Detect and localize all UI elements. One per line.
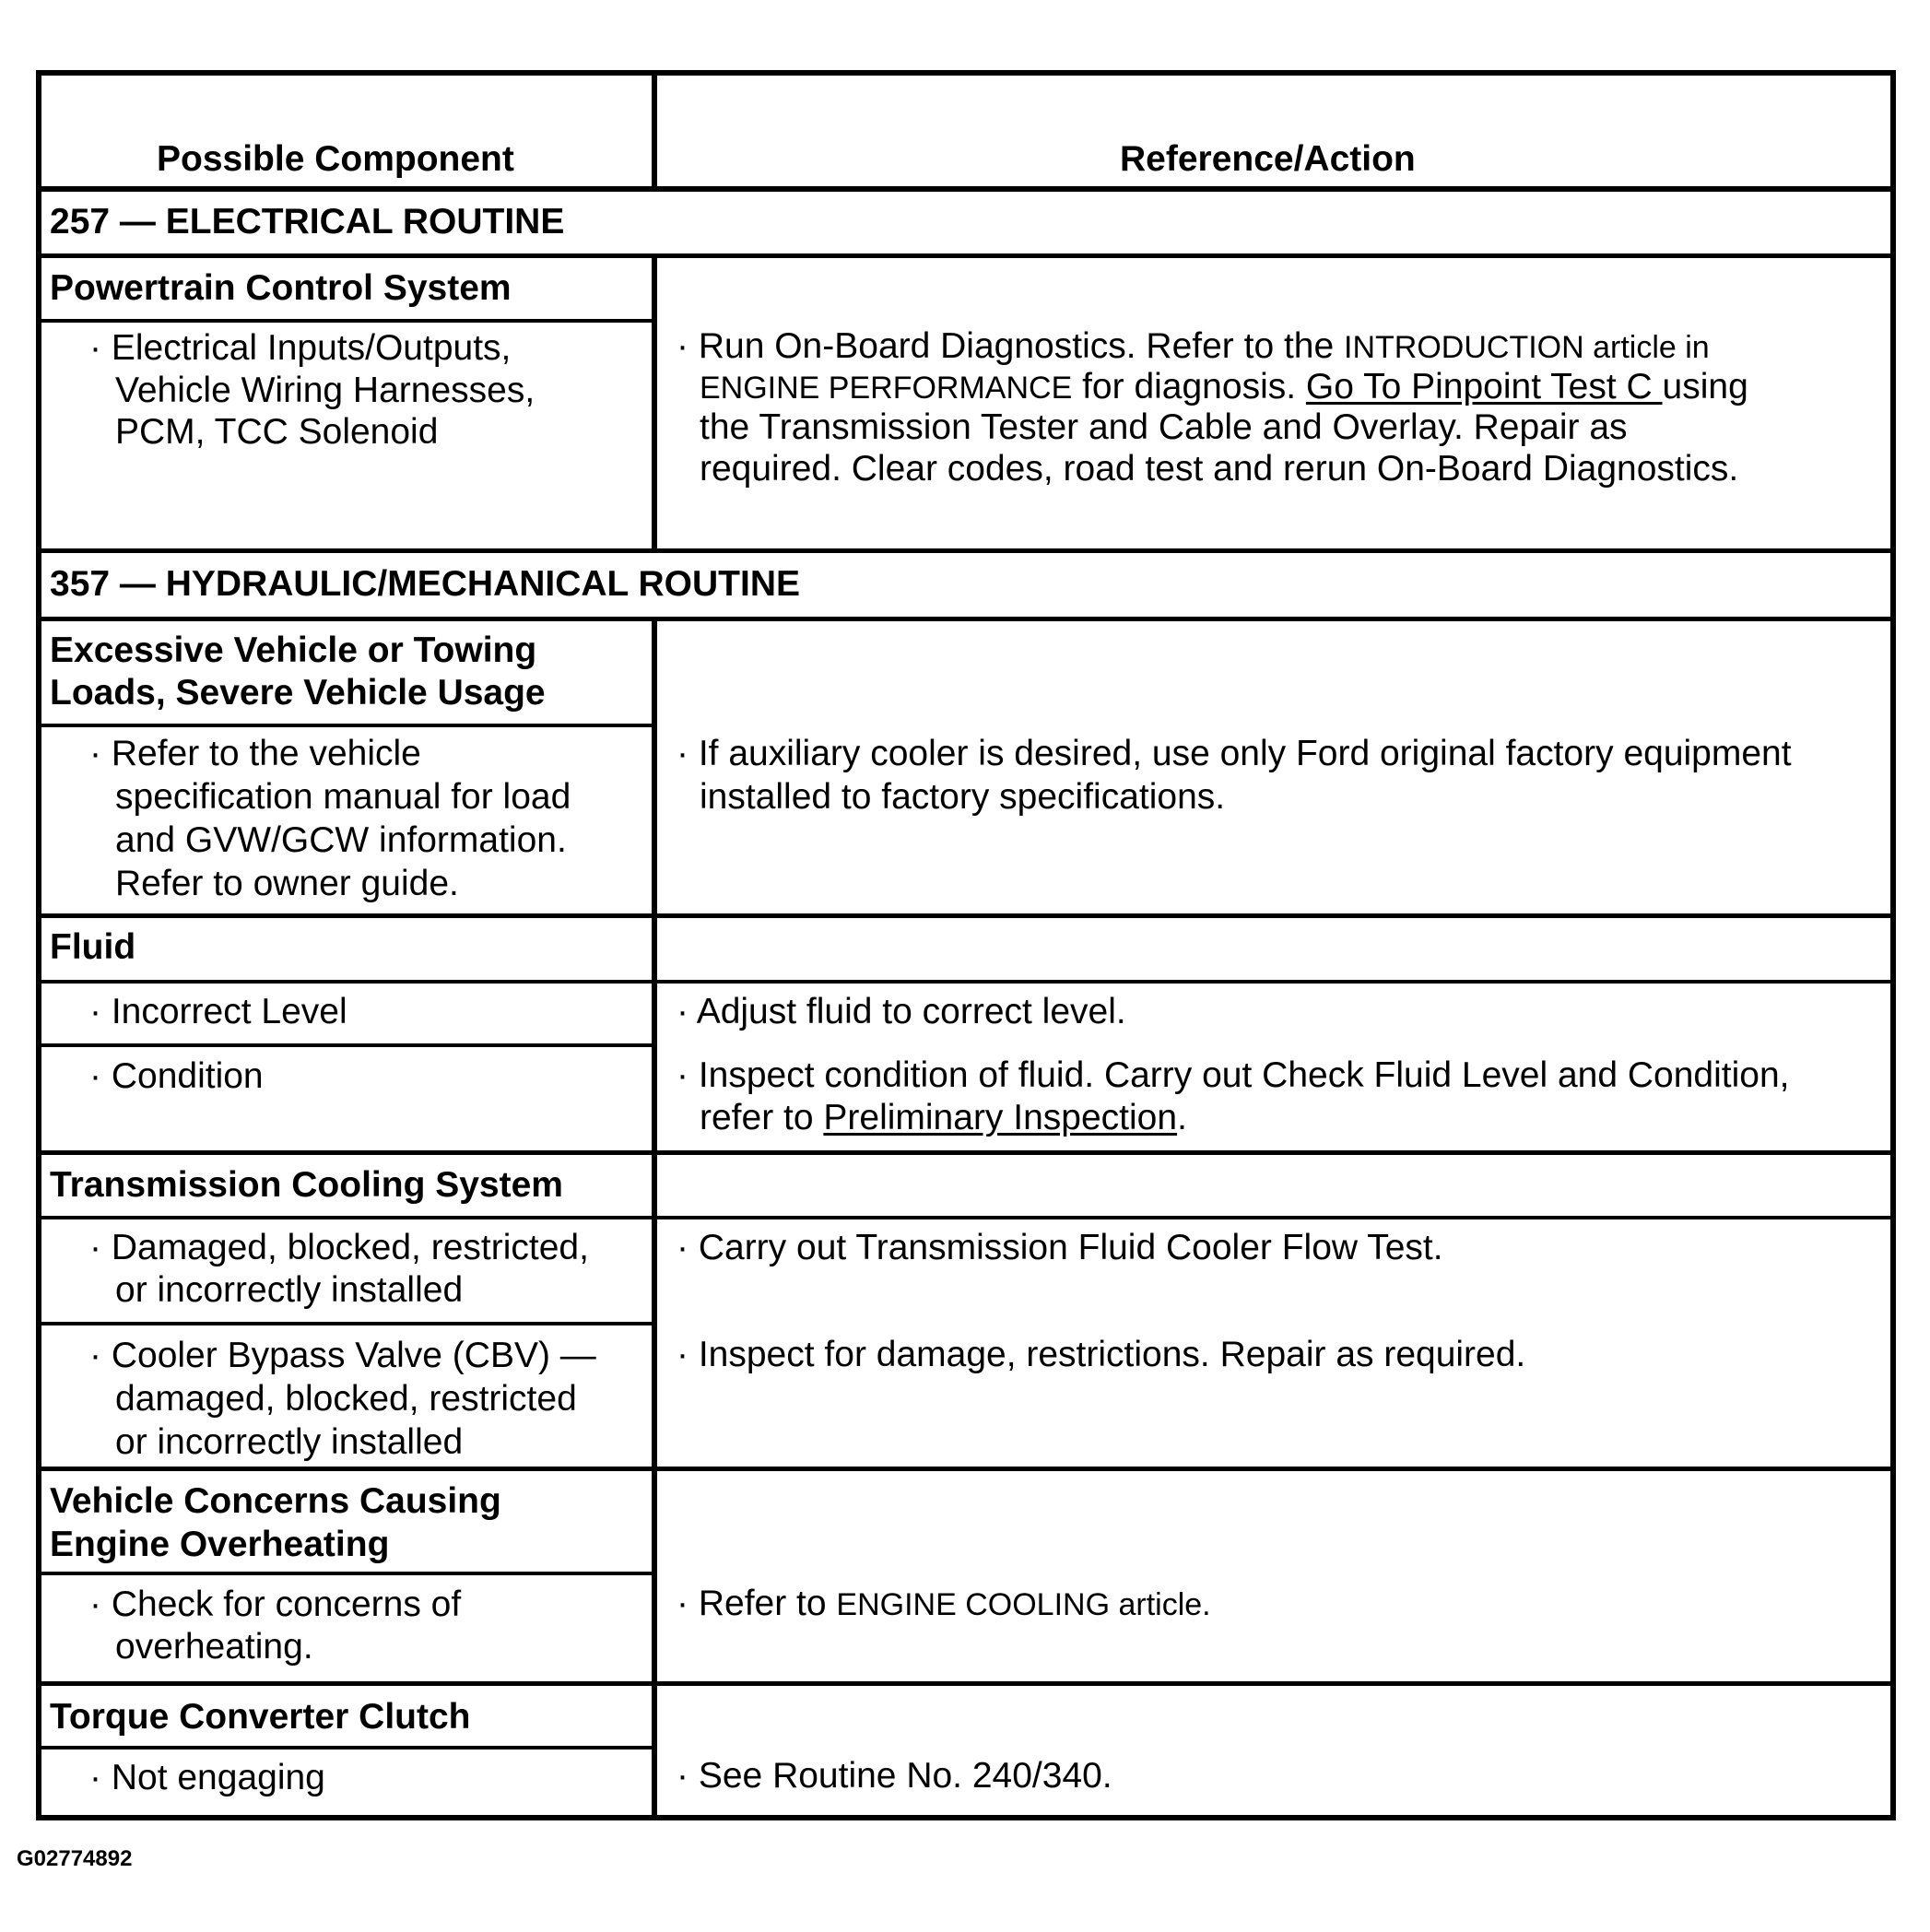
component-title-fluid: Fluid	[50, 927, 136, 967]
rule	[41, 1216, 1890, 1219]
action-pcs-line: · Run On-Board Diagnostics. Refer to the INTRODUCTION article in	[677, 326, 1710, 366]
rule	[41, 980, 1890, 984]
rule	[41, 1572, 652, 1575]
bullet: ·	[677, 326, 688, 366]
component-item-damaged-line: or incorrectly installed	[115, 1270, 464, 1310]
component-item-loads-line: and GVW/GCW information.	[115, 820, 567, 860]
bullet: ·	[677, 1335, 688, 1374]
action-see-routine: · See Routine No. 240/340.	[677, 1756, 1112, 1796]
pinpoint-test-c-link[interactable]: Go To Pinpoint Test C	[1305, 367, 1663, 406]
column-divider	[652, 258, 657, 548]
rule	[41, 617, 1890, 621]
component-title-overheating: Engine Overheating	[50, 1525, 390, 1564]
rule	[41, 1467, 1890, 1471]
bullet: ·	[89, 1758, 101, 1797]
rule	[41, 548, 1890, 553]
rule	[41, 724, 652, 727]
diagnostic-table	[36, 70, 1896, 1820]
component-item-loads-line: specification manual for load	[115, 777, 571, 817]
rule	[41, 1043, 652, 1047]
action-pcs-line: required. Clear codes, road test and rerun On-Board Diagnostics.	[700, 449, 1739, 489]
rule	[41, 253, 1890, 258]
rule	[41, 1150, 1890, 1155]
section-title-electrical: 257 — ELECTRICAL ROUTINE	[50, 202, 565, 242]
action-loads-line: installed to factory specifications.	[700, 777, 1226, 817]
bullet: ·	[677, 1055, 688, 1095]
preliminary-inspection-link[interactable]: Preliminary Inspection	[823, 1098, 1178, 1137]
action-cooler-flow-test: · Carry out Transmission Fluid Cooler Flow Test.	[677, 1228, 1443, 1267]
bullet: ·	[677, 1584, 688, 1623]
rule	[41, 186, 1890, 192]
component-item-overheating-line: overheating.	[115, 1627, 313, 1667]
header-reference-action: Reference/Action	[1120, 139, 1416, 179]
bullet: ·	[89, 1336, 101, 1375]
component-title-cooling: Transmission Cooling System	[50, 1165, 563, 1205]
action-loads: · If auxiliary cooler is desired, use only Ford original factory equipment	[677, 734, 1792, 773]
component-item-pcs: · Electrical Inputs/Outputs,	[89, 328, 512, 368]
rule	[41, 1322, 652, 1325]
figure-id: G02774892	[17, 1846, 133, 1871]
bullet: ·	[89, 1228, 101, 1267]
component-item-cbv-line: damaged, blocked, restricted	[115, 1379, 577, 1419]
component-title-pcs: Powertrain Control System	[50, 268, 512, 308]
action-inspect-fluid: · Inspect condition of fluid. Carry out Check Fluid Level and Condition,	[677, 1055, 1790, 1095]
bullet: ·	[677, 734, 688, 773]
component-item-pcs-line: PCM, TCC Solenoid	[115, 412, 439, 452]
bullet: ·	[677, 992, 688, 1031]
component-item-loads-line: Refer to owner guide.	[115, 864, 459, 903]
component-item-overheating: · Check for concerns of	[89, 1584, 462, 1624]
rule	[41, 1746, 652, 1749]
header-possible-component: Possible Component	[157, 139, 514, 179]
rule	[41, 1681, 1890, 1686]
action-inspect-fluid-line: refer to Preliminary Inspection.	[700, 1098, 1187, 1137]
bullet: ·	[89, 734, 101, 773]
bullet: ·	[89, 328, 101, 368]
component-item-incorrect-level: · Incorrect Level	[89, 992, 347, 1031]
component-item-not-engaging: · Not engaging	[89, 1758, 325, 1797]
action-engine-cooling: · Refer to ENGINE COOLING article.	[677, 1584, 1211, 1623]
component-title-loads: Loads, Severe Vehicle Usage	[50, 673, 546, 713]
component-item-pcs-line: Vehicle Wiring Harnesses,	[115, 371, 535, 410]
rule	[41, 913, 1890, 918]
action-pcs-line: the Transmission Tester and Cable and Overlay. Repair as	[700, 407, 1628, 447]
bullet: ·	[677, 1756, 688, 1796]
action-pcs-line: ENGINE PERFORMANCE for diagnosis. Go To Pinpoint Test C using	[700, 367, 1748, 406]
bullet: ·	[89, 1056, 101, 1096]
component-item-cbv: · Cooler Bypass Valve (CBV) —	[89, 1336, 596, 1375]
rule	[41, 319, 652, 323]
action-inspect-damage: · Inspect for damage, restrictions. Repair as required.	[677, 1335, 1526, 1374]
component-item-loads: · Refer to the vehicle	[89, 734, 421, 773]
column-divider	[652, 621, 657, 1815]
section-title-hydraulic: 357 — HYDRAULIC/MECHANICAL ROUTINE	[50, 564, 801, 604]
component-title-tcc: Torque Converter Clutch	[50, 1697, 471, 1737]
action-adjust-fluid: · Adjust fluid to correct level.	[677, 992, 1126, 1031]
bullet: ·	[677, 1228, 688, 1267]
component-item-damaged: · Damaged, blocked, restricted,	[89, 1228, 589, 1267]
bullet: ·	[89, 1584, 101, 1624]
component-item-cbv-line: or incorrectly installed	[115, 1422, 464, 1462]
component-item-condition: · Condition	[89, 1056, 264, 1096]
bullet: ·	[89, 992, 101, 1031]
component-title-overheating: Vehicle Concerns Causing	[50, 1481, 501, 1521]
component-title-loads: Excessive Vehicle or Towing	[50, 630, 537, 670]
column-divider	[652, 76, 657, 192]
